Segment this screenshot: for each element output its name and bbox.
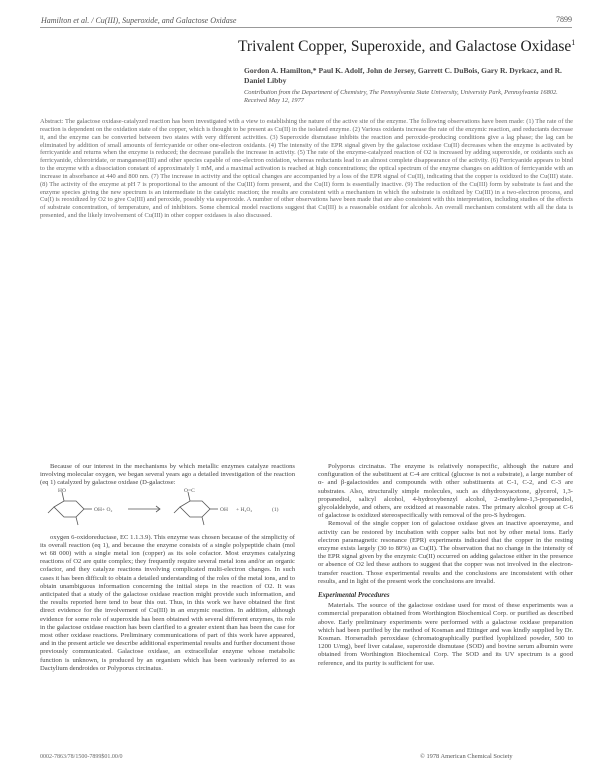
footer-code: 0002-7863/78/1500-7899$01.00/0 xyxy=(40,754,123,760)
running-head: Hamilton et al. / Cu(III), Superoxide, and Galactose Oxidase xyxy=(41,16,237,25)
author-list: Gordon A. Hamilton,* Paul K. Adolf, John de Jersey, Garrett C. DuBois, Gary R. Dyrkacz, and R. Daniel Libby xyxy=(244,66,562,85)
svg-text:HO: HO xyxy=(58,488,66,494)
pyranose-ring-right xyxy=(180,501,210,517)
body-paragraph: Removal of the single copper ion of galactose oxidase gives an inactive apoenzyme, and activity can be restored by incubation with copper salts but not by other metal ions. Early electron paramagnetic resonance (EPR) experiments indicated that the copper in the resting enzyme exists largely (30 to 80%) as Cu(II). The observation that no change in the intensity of the EPR signal given by the enzymic Cu(II) occurred on adding galactose either in the presence or absence of O2 led these authors to suggest that the copper was not involved in the electron-transfer reaction. Those experimental results and the conclusions are inconsistent with other results, and in light of the present work the conclusions are invalid. xyxy=(318,520,573,585)
pyranose-ring-left xyxy=(54,501,84,517)
affiliation: Contribution from the Department of Chemistry, The Pennsylvania State University, University Park, Pennsylvania 16802. Received May 12, 1977 xyxy=(244,89,558,105)
body-paragraph: oxygen 6-oxidoreductase, EC 1.1.3.9). This enzyme was chosen because of the simplicity of its overall reaction (eq 1), and because the enzyme consists of a single polypeptide chain (mol wt 68 000) with a single metal ion (copper) as its sole cofactor. Most enzymes catalyzing reactions of O2 are quite complex; they frequently require several metal ions and/or an organic cofactor, and they catalyze reactions involving complicated multi-electron changes. In such cases it has been difficult to obtain a detailed understanding of the roles of the metal ions, and to obtain unambiguous information concerning the initial steps in the reaction of O2. It was anticipated that a study of the galactose oxidase reaction might provide such information, and the results reported here tend to bear this out. Thus, in this work we have obtained the first direct evidence for the involvement of Cu(III) in an enzymic reaction. In addition, although evidence for some role of superoxide has been obtained with several different enzymes, its role in the galactose oxidase reaction has been clarified to a greater extent than has been the case for most other oxidase reactions. Preliminary communications of part of this work have appeared, and in the present article we describe additional experimental results and further document those previously communicated. Galactose oxidase, an extracellular enzyme whose metabolic function is unknown, is produced by an organism which has been variously referred to as Dactylium dendroides or Polyporus circinatus. xyxy=(40,533,295,672)
svg-text:(1): (1) xyxy=(272,507,279,513)
title-footnote-mark: 1 xyxy=(571,38,576,47)
footer-copyright: © 1978 American Chemical Society xyxy=(420,753,513,760)
header-rule xyxy=(40,27,572,28)
article-title-text: Trivalent Copper, Superoxide, and Galactose Oxidase xyxy=(238,38,572,56)
svg-text:OH: OH xyxy=(94,507,102,513)
section-heading: Experimental Procedures xyxy=(318,592,390,600)
svg-text:+ O₂: + O₂ xyxy=(102,507,113,513)
right-column xyxy=(318,463,573,749)
article-title xyxy=(238,38,575,56)
abstract: Abstract: The galactose oxidase-catalyzed reaction has been investigated with a view to establishing the nature of the active site of the enzyme. The following observations have been made: (1) The rate of the reaction is dependent on the oxidation state of the copper, which is thought to be present as Cu(II) in the isolated enzyme. (2) Various oxidants increase the rate of the enzymic reaction, and reductants decrease it, and the enzyme can be converted between two states with very different activities. (3) Superoxide dismutase inhibits the reaction and peroxide-producing conditions give a lag phase; the lag can be eliminated by addition of small amounts of ferricyanide or other one-electron oxidants. (4) The intensity of the EPR signal given by the galactose oxidase Cu(II) decreases when the enzyme is activated by ferricyanide and returns when the enzyme is reduced; the decrease parallels the increase in activity. (5) The rate of the enzyme-catalyzed reaction of O2 is increased by adding superoxide, or oxidants such as ferricyanide, chloroiridate, or manganese(III) and other species capable of one-electron oxidation, whereas reductants lead to an almost complete disappearance of the activity. (6) Ferricyanide appears to bind to the enzyme with a dissociation constant of approximately 1 mM, and a maximal activation is reached at high concentrations; the optical spectrum of the enzyme changes on addition of ferricyanide with an increase in absorbance at 440 and 800 nm. (7) The increase in activity and the optical changes are accompanied by a loss of the EPR signal of Cu(II), indicating that the copper is oxidized to the Cu(III) state. (8) The activity of the enzyme at pH 7 is proportional to the amount of the Cu(III) form present, and the Cu(II) form is essentially inactive. (9) The reduction of the Cu(III) form by substrate is fast and the enzyme species giving the new spectrum is an intermediate in the catalytic reaction; the results are consistent with a mechanism in which the substrate is oxidized by Cu(III) in a two-electron process, and Cu(I) is reoxidized by O2 to give Cu(III) and peroxide, possibly via superoxide. A number of other observations have been made that are also consistent with this interpretation, including studies of the effects of substrate concentration, of temperature, and of inhibitors. Some chemical model reactions suggest that Cu(III) is a reasonable oxidant for alcohols. An overall mechanism consistent with all the data is presented, and the likely involvement of Cu(III) in other copper oxidases is also discussed. xyxy=(40,118,573,220)
body-paragraph: Polyporus circinatus. The enzyme is relatively nonspecific, although the nature and configuration of the substituent at C-4 are critical (glucose is not a substrate), a large number of α- and β-galactosides and compounds with other substituents at C-1, C-2, and C-3 are substrates. Also, structurally simple molecules, such as dihydroxyacetone, glycerol, 1,3-propanediol, salicyl alcohol, 4-hydroxybenzyl alcohol, 2-methylene-1,3-propanediol, glycolaldehyde, and others, are oxidized at reasonable rates. The primary alcohol group at C-6 of galactose is oxidized stereospecifically with removal of the pro-S hydrogen. xyxy=(318,463,573,520)
svg-text:OH: OH xyxy=(220,507,228,513)
svg-text:+ H₂O₂: + H₂O₂ xyxy=(236,507,253,513)
page-number: 7899 xyxy=(556,15,572,24)
intro-paragraph: Because of our interest in the mechanisms by which metallic enzymes catalyze reactions involving molecular oxygen, we began several years ago a detailed investigation of the reaction (eq 1) catalyzed by galactose oxidase (D-galactose: xyxy=(40,463,295,487)
reaction-scheme xyxy=(40,487,295,530)
body-paragraph: Materials. The source of the galactose oxidase used for most of these experiments was a commercial preparation obtained from Worthington Biochemical Corp. or purified as described above. Early preliminary experiments were performed with a galactose oxidase preparation which had been purified by the method of Kosman and Ettinger and was kindly supplied by Dr. Kosman. Horseradish peroxidase (chromatographically purified lyophilized powder, 500 to 1200 U/mg), beef liver catalase, superoxide dismutase (SOD) and bovine serum albumin were obtained from Worthington Biochemical Corp. The SOD and its UV spectrum is a good reference, and its purity is sufficient for use. xyxy=(318,602,573,667)
svg-text:O=C: O=C xyxy=(184,488,195,494)
